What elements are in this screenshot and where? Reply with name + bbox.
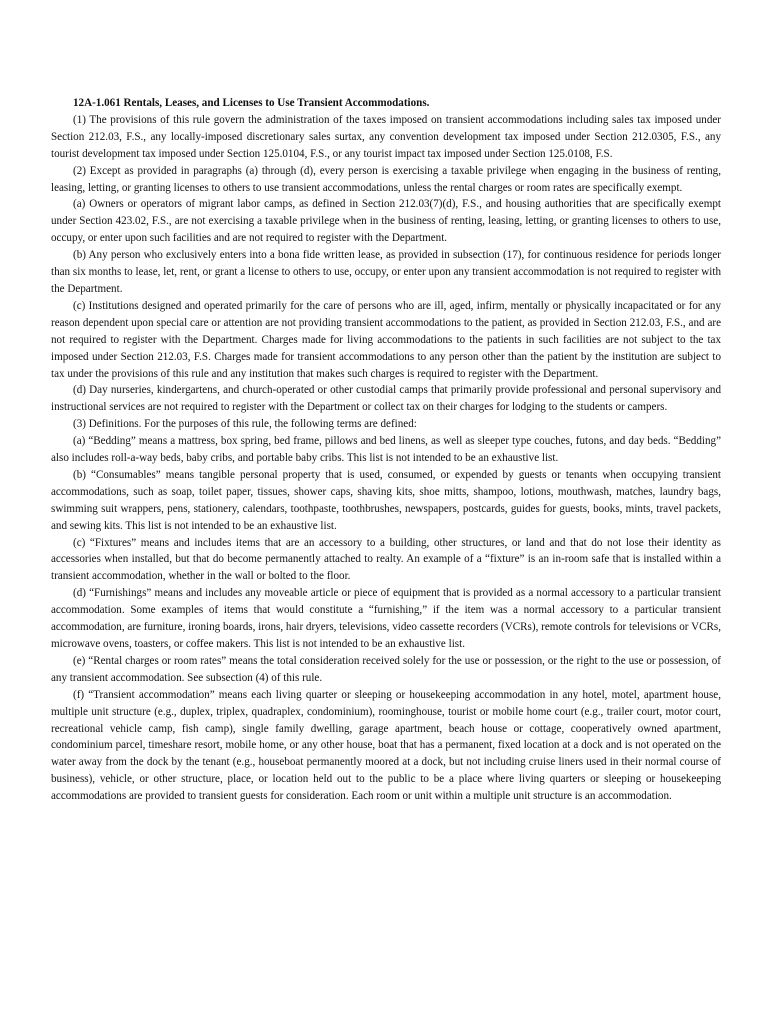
definition-consumables: (b) “Consumables” means tangible personal property that is used, consumed, or expended by guests or tenants when occupying transient accommodations, such as soap, toilet paper, tissues, shower caps, shaving kits, shoe mitts, shampoo, lotions, mouthwash, matches, laundry bags, swimming suit wrappers, pens, stationery, calendars, toothpaste, toothbrushes, newspapers, postcards, guides for guests, books, mints, travel packets, and sewing kits. This list is not intended to be an exhaustive list.: [51, 468, 721, 532]
paragraph-2c: (c) Institutions designed and operated primarily for the care of persons who are ill, aged, infirm, mentally or physically incapacitated or for any reason dependent upon special care or attention are not providing transient accommodations to the patient, as provided in Section 212.03, F.S., and are not required to register with the Department. Charges made for living accommodations to the patients in such facilities are not subject to the tax imposed under Section 212.03, F.S. Charges made for transient accommodations to any person other than the patient by the institution are subject to tax under the provisions of this rule and any institution that makes such charges is required to register with the Department.: [51, 299, 721, 380]
rule-heading: 12A-1.061 Rentals, Leases, and Licenses to Use Transient Accommodations.: [73, 97, 430, 109]
definition-bedding: (a) “Bedding” means a mattress, box spring, bed frame, pillows and bed linens, as well as sleeper type couches, futons, and day beds. “Bedding” also includes roll-a-way beds, baby cribs, and portable baby cribs. This list is not intended to be an exhaustive list.: [51, 435, 721, 465]
paragraph-2b: (b) Any person who exclusively enters into a bona fide written lease, as provided in subsection (17), for continuous residence for periods longer than six months to lease, let, rent, or grant a license to others to use, occupy, or enter upon any transient accommodation is not required to register with the Department.: [51, 249, 721, 295]
definition-rental-charges: (e) “Rental charges or room rates” means the total consideration received solely for the use or possession, or the right to the use or possession, of any transient accommodation. See subsection (4) of this rule.: [51, 654, 721, 684]
paragraph-3: (3) Definitions. For the purposes of this rule, the following terms are defined:: [73, 418, 417, 431]
paragraph-2a: (a) Owners or operators of migrant labor camps, as defined in Section 212.03(7)(d), F.S., and housing authorities that are specifically exempt under Section 423.02, F.S., are not exercising a taxable privilege when in the business of renting, leasing, letting, or granting licenses to others to use, occupy, or enter upon such facilities and are not required to register with the Department.: [51, 198, 721, 245]
paragraph-1: (1) The provisions of this rule govern the administration of the taxes imposed on transient accommodations including sales tax imposed under Section 212.03, F.S., any locally-imposed discretionary sales surtax, any convention development tax imposed under Section 212.0305, F.S., any tourist development tax imposed under Section 125.0104, F.S., or any tourist impact tax imposed under Section 125.0108, F.S.: [51, 113, 721, 160]
paragraph-2d: (d) Day nurseries, kindergartens, and church-operated or other custodial camps that primarily provide professional and personal supervisory and instructional services are not required to register with the Department or collect tax on their charges for lodging to the students or campers.: [51, 384, 721, 414]
definition-transient-accommodation: (f) “Transient accommodation” means each living quarter or sleeping or housekeeping accommodation in any hotel, motel, apartment house, multiple unit structure (e.g., duplex, triplex, quadraplex, condominium), roominghouse, tourist or mobile home court (e.g., trailer court, motor court, recreational vehicle camp, fish camp), single family dwelling, garage apartment, beach house or cottage, cooperatively owned apartment, condominium parcel, timeshare resort, mobile home, or any other house, boat that has a permanent, fixed location at a dock and is not operated on the water away from the dock by the tenant (e.g., houseboat permanently moored at a dock, but not including cruise liners used in their normal course of business), vehicle, or other structure, place, or location held out to the public to be a place where living quarters or sleeping or housekeeping accommodations are provided to transient guests for consideration. Each room or unit within a multiple unit structure is an accommodation.: [51, 688, 721, 803]
definition-fixtures: (c) “Fixtures” means and includes items that are an accessory to a building, other structures, or land and that do not lose their identity as accessories when installed, but that do become permanently attached to realty. An example of a “fixture” is an in-room safe that is installed within a transient accommodation, whether in the wall or bolted to the floor.: [51, 536, 721, 583]
document-page: [51, 95, 721, 805]
paragraph-2: (2) Except as provided in paragraphs (a) through (d), every person is exercising a taxable privilege when engaging in the business of renting, leasing, letting, or granting licenses to others to use transient accommodations, unless the rental charges or room rates are specifically exempt.: [51, 164, 721, 194]
definition-furnishings: (d) “Furnishings” means and includes any moveable article or piece of equipment that is provided as a normal accessory to a particular transient accommodation. Some examples of items that would constitute a “furnishing,” if the item was a normal accessory to a particular transient accommodation, are furniture, ironing boards, irons, hair dryers, televisions, video cassette recorders (VCRs), remote controls for televisions or VCRs, microwave ovens, toasters, or coffee makers. This list is not intended to be an exhaustive list.: [51, 587, 721, 650]
